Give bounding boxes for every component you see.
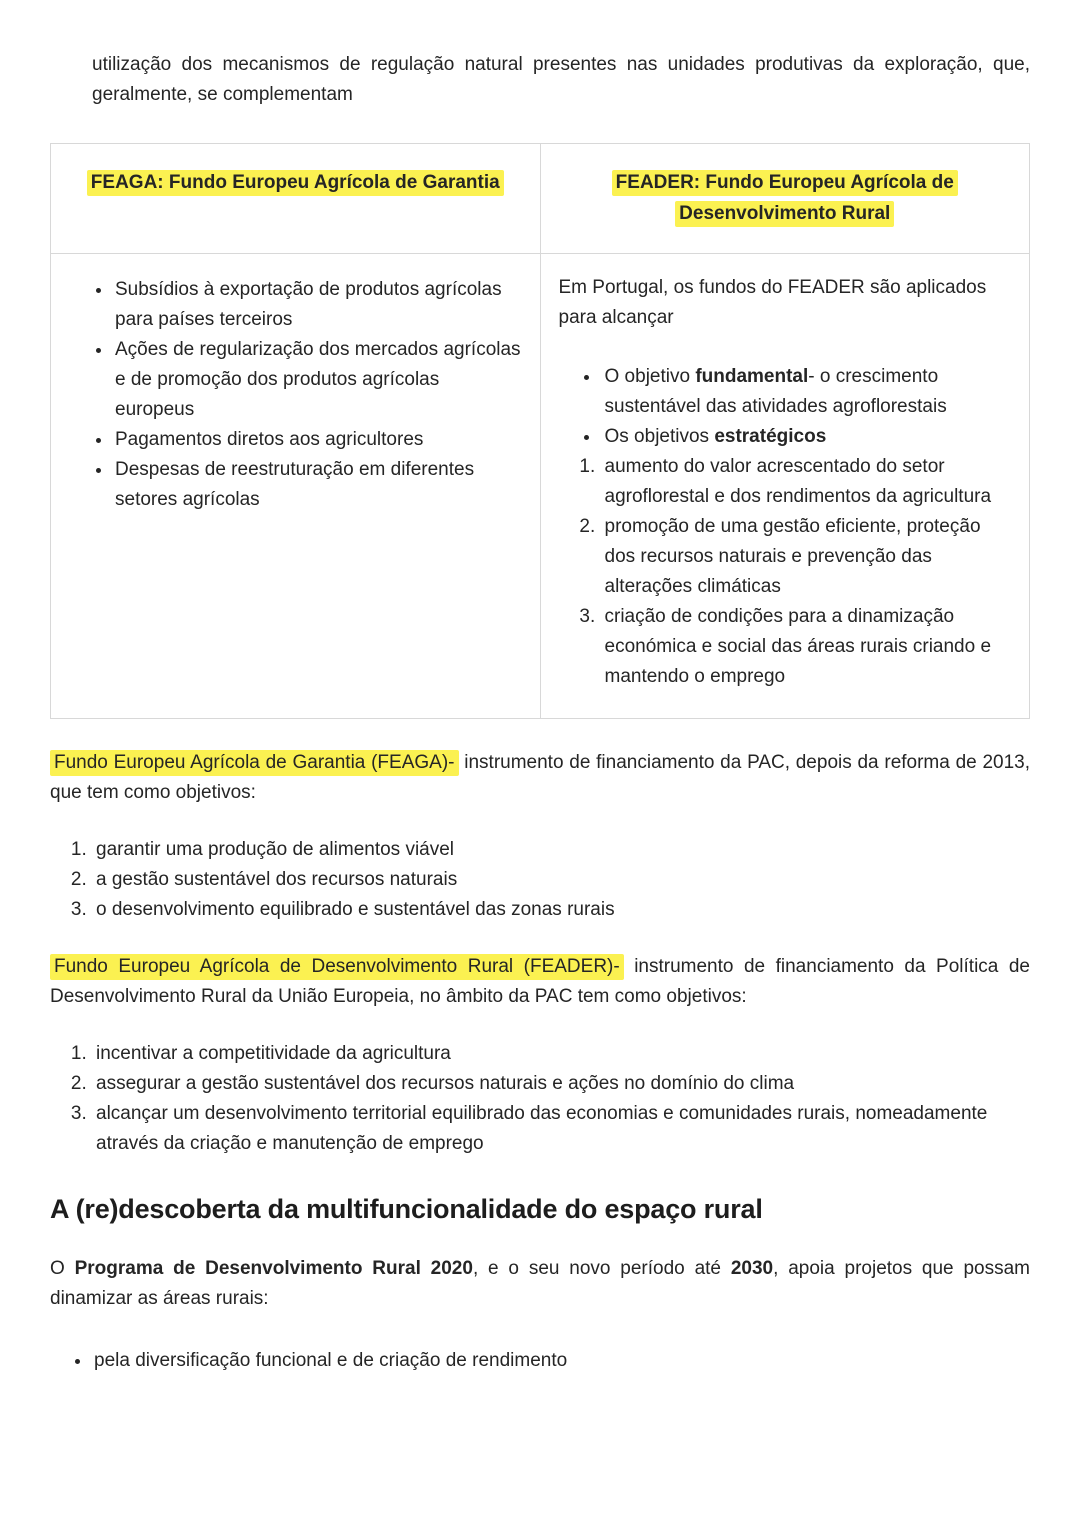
- feader-strategic-list: [557, 452, 1014, 692]
- list-item: 1. incentivar a competitividade da agricultura: [92, 1039, 1030, 1069]
- funds-comparison-table: [50, 143, 1030, 719]
- list-item: 1. aumento do valor acrescentado do setor agroflorestal e dos rendimentos da agricultura: [601, 452, 1014, 512]
- list-item: [601, 362, 1014, 422]
- list-item: 3. criação de condições para a dinamização económica e social das áreas rurais criando e mantendo o emprego: [601, 602, 1014, 692]
- list-item: 1. garantir uma produção de alimentos viável: [92, 835, 1030, 865]
- feader-section-lead: [50, 952, 1030, 1012]
- list-item: 3. o desenvolvimento equilibrado e sustentável das zonas rurais: [92, 895, 1030, 925]
- feaga-header-cell: [51, 144, 541, 254]
- list-item: 2. a gestão sustentável dos recursos naturais: [92, 865, 1030, 895]
- objective-text: Os objetivos: [604, 425, 715, 447]
- table-header-row: [51, 144, 1030, 254]
- pdr-text: , e o seu novo período até: [472, 1258, 731, 1280]
- objective-text: O objetivo: [604, 365, 696, 387]
- feaga-objectives-list: [50, 835, 1030, 925]
- feader-objectives-bullets: [557, 362, 1014, 452]
- list-item: 2. promoção de uma gestão eficiente, proteção dos recursos naturais e prevenção das alterações climáticas: [601, 512, 1014, 602]
- objective-text: - o crescimento sustentável das atividades agroflorestais: [604, 365, 947, 417]
- list-item: • pela diversificação funcional e de criação de rendimento: [92, 1346, 1030, 1376]
- section-heading: A (re)descoberta da multifuncionalidade do espaço rural: [50, 1194, 763, 1225]
- feaga-lead-highlight: Fundo Europeu Agrícola de Garantia (FEAGA)-: [50, 750, 459, 776]
- pdr-bold-program: Programa de Desenvolvimento Rural 2020: [74, 1258, 473, 1280]
- feader-header-cell: [540, 144, 1030, 254]
- pdr-paragraph: [50, 1254, 1030, 1314]
- objective-bold: fundamental: [695, 365, 809, 387]
- funds-table-body: [51, 253, 1030, 718]
- feader-header-highlight: FEADER: Fundo Europeu Agrícola de Desenvolvimento Rural: [612, 170, 958, 227]
- list-item: • Despesas de reestruturação em diferentes setores agrícolas: [113, 455, 524, 515]
- feader-lead-text: instrumento de financiamento da Política de Desenvolvimento Rural da União Europeia, no âmbito da PAC tem como objetivos:: [50, 956, 1030, 1008]
- feader-cell-intro: Em Portugal, os fundos do FEADER são aplicados para alcançar: [558, 276, 987, 328]
- list-item: 3. alcançar um desenvolvimento territorial equilibrado das economias e comunidades rurais, nomeadamente através da criação e manutenção de emprego: [92, 1099, 1030, 1159]
- feader-body-cell: [540, 253, 1030, 718]
- objective-bold: estratégicos: [714, 425, 827, 447]
- pdr-text: O: [50, 1258, 75, 1280]
- feaga-header-highlight: FEAGA: Fundo Europeu Agrícola de Garantia: [87, 170, 504, 196]
- list-item: [601, 422, 1014, 452]
- feaga-bullet-list: [67, 275, 524, 515]
- list-item: • Subsídios à exportação de produtos agrícolas para países terceiros: [113, 275, 524, 335]
- feader-objectives-list: [50, 1039, 1030, 1159]
- rural-projects-list: [50, 1346, 1030, 1376]
- list-item: • Ações de regularização dos mercados agrícolas e de promoção dos produtos agrícolas europeus: [113, 335, 524, 425]
- pdr-text: , apoia projetos que possam dinamizar as áreas rurais:: [50, 1258, 1030, 1310]
- feader-lead-highlight: Fundo Europeu Agrícola de Desenvolvimento Rural (FEADER)-: [50, 954, 624, 980]
- funds-table-header: [51, 144, 1030, 254]
- feaga-lead-text: instrumento de financiamento da PAC, depois da reforma de 2013, que tem como objetivos:: [50, 751, 1030, 803]
- feaga-body-cell: [51, 253, 541, 718]
- list-item: 2. assegurar a gestão sustentável dos recursos naturais e ações no domínio do clima: [92, 1069, 1030, 1099]
- list-item: • Pagamentos diretos aos agricultores: [113, 425, 524, 455]
- intro-paragraph: utilização dos mecanismos de regulação natural presentes nas unidades produtivas da exploração, que, geralmente, se complementam: [92, 54, 1030, 106]
- pdr-bold-year: 2030: [730, 1258, 774, 1280]
- table-body-row: [51, 253, 1030, 718]
- feaga-section-lead: [50, 748, 1030, 808]
